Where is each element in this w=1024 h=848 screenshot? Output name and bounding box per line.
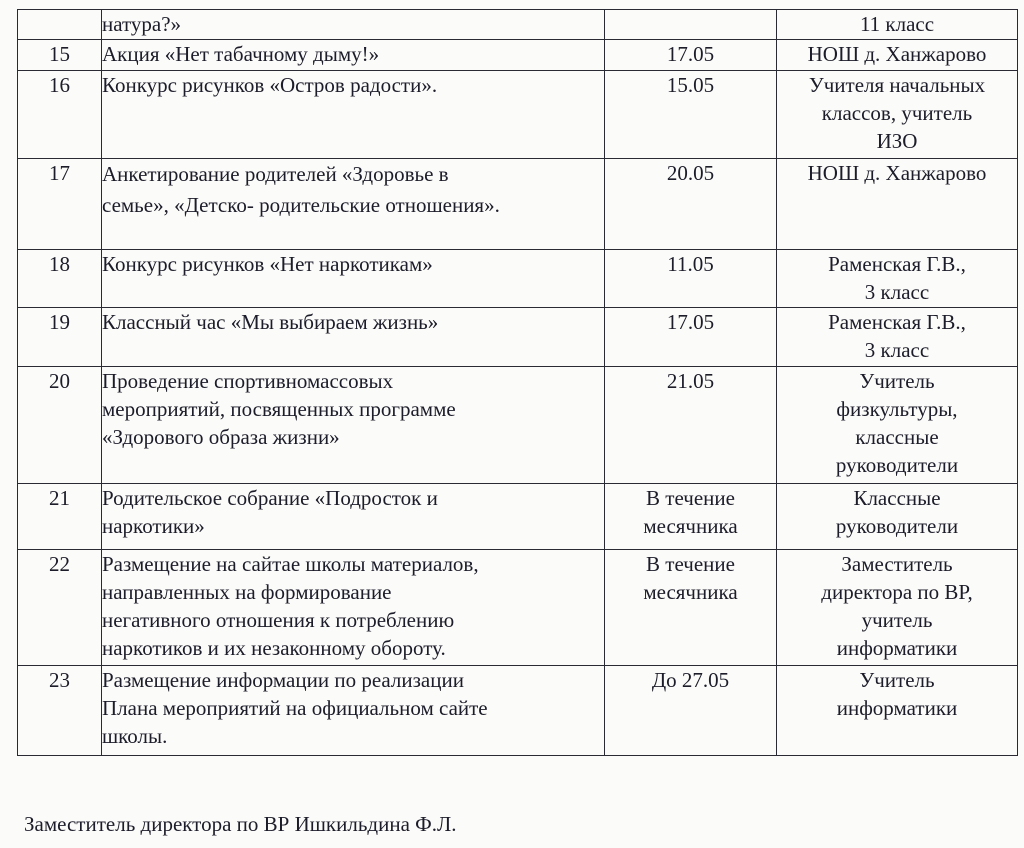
row-number: 19 [18,308,102,367]
row-activity: Конкурс рисунков «Остров радости». [102,71,605,159]
row-date [605,10,777,40]
row-activity: натура?» [102,10,605,40]
table-row [18,10,1018,40]
row-responsible: Раменская Г.В., 3 класс [777,250,1018,308]
row-date: 17.05 [605,308,777,367]
row-number: 17 [18,159,102,250]
row-number: 20 [18,367,102,484]
row-date: В течение месячника [605,550,777,666]
row-responsible: Учитель физкультуры, классные руководители [777,367,1018,484]
row-responsible: Заместитель директора по ВР, учитель информатики [777,550,1018,666]
row-date: 21.05 [605,367,777,484]
table-row [18,250,1018,308]
events-table [17,9,1018,756]
row-activity: Анкетирование родителей «Здоровье в семье», «Детско- родительские отношения». [102,159,605,250]
row-number [18,10,102,40]
row-number: 21 [18,484,102,550]
table-row [18,666,1018,756]
table-row [18,367,1018,484]
table-row [18,71,1018,159]
row-activity: Размещение информации по реализации Плана мероприятий на официальном сайте школы. [102,666,605,756]
row-date: 11.05 [605,250,777,308]
row-date: До 27.05 [605,666,777,756]
row-activity: Акция «Нет табачному дыму!» [102,40,605,71]
row-number: 18 [18,250,102,308]
table-row [18,308,1018,367]
row-number: 15 [18,40,102,71]
row-date: 17.05 [605,40,777,71]
table-row [18,40,1018,71]
signature-line: Заместитель директора по ВР Ишкильдина Ф.Л. [24,812,457,836]
row-responsible: НОШ д. Ханжарово [777,159,1018,250]
row-responsible: Раменская Г.В., 3 класс [777,308,1018,367]
row-responsible: Учитель информатики [777,666,1018,756]
row-responsible: НОШ д. Ханжарово [777,40,1018,71]
table-row [18,484,1018,550]
row-date: 20.05 [605,159,777,250]
row-date: В течение месячника [605,484,777,550]
row-activity: Родительское собрание «Подросток и наркотики» [102,484,605,550]
row-number: 22 [18,550,102,666]
row-activity: Размещение на сайтае школы материалов, направленных на формирование негативного отношения к потреблению наркотиков и их незаконному обороту. [102,550,605,666]
row-number: 23 [18,666,102,756]
table-row [18,550,1018,666]
row-activity: Конкурс рисунков «Нет наркотикам» [102,250,605,308]
row-activity: Классный час «Мы выбираем жизнь» [102,308,605,367]
row-responsible: 11 класс [777,10,1018,40]
row-number: 16 [18,71,102,159]
row-date: 15.05 [605,71,777,159]
table-row [18,159,1018,250]
row-responsible: Учителя начальных классов, учитель ИЗО [777,71,1018,159]
row-responsible: Классные руководители [777,484,1018,550]
row-activity: Проведение спортивномассовых мероприятий, посвященных программе «Здорового образа жизни» [102,367,605,484]
